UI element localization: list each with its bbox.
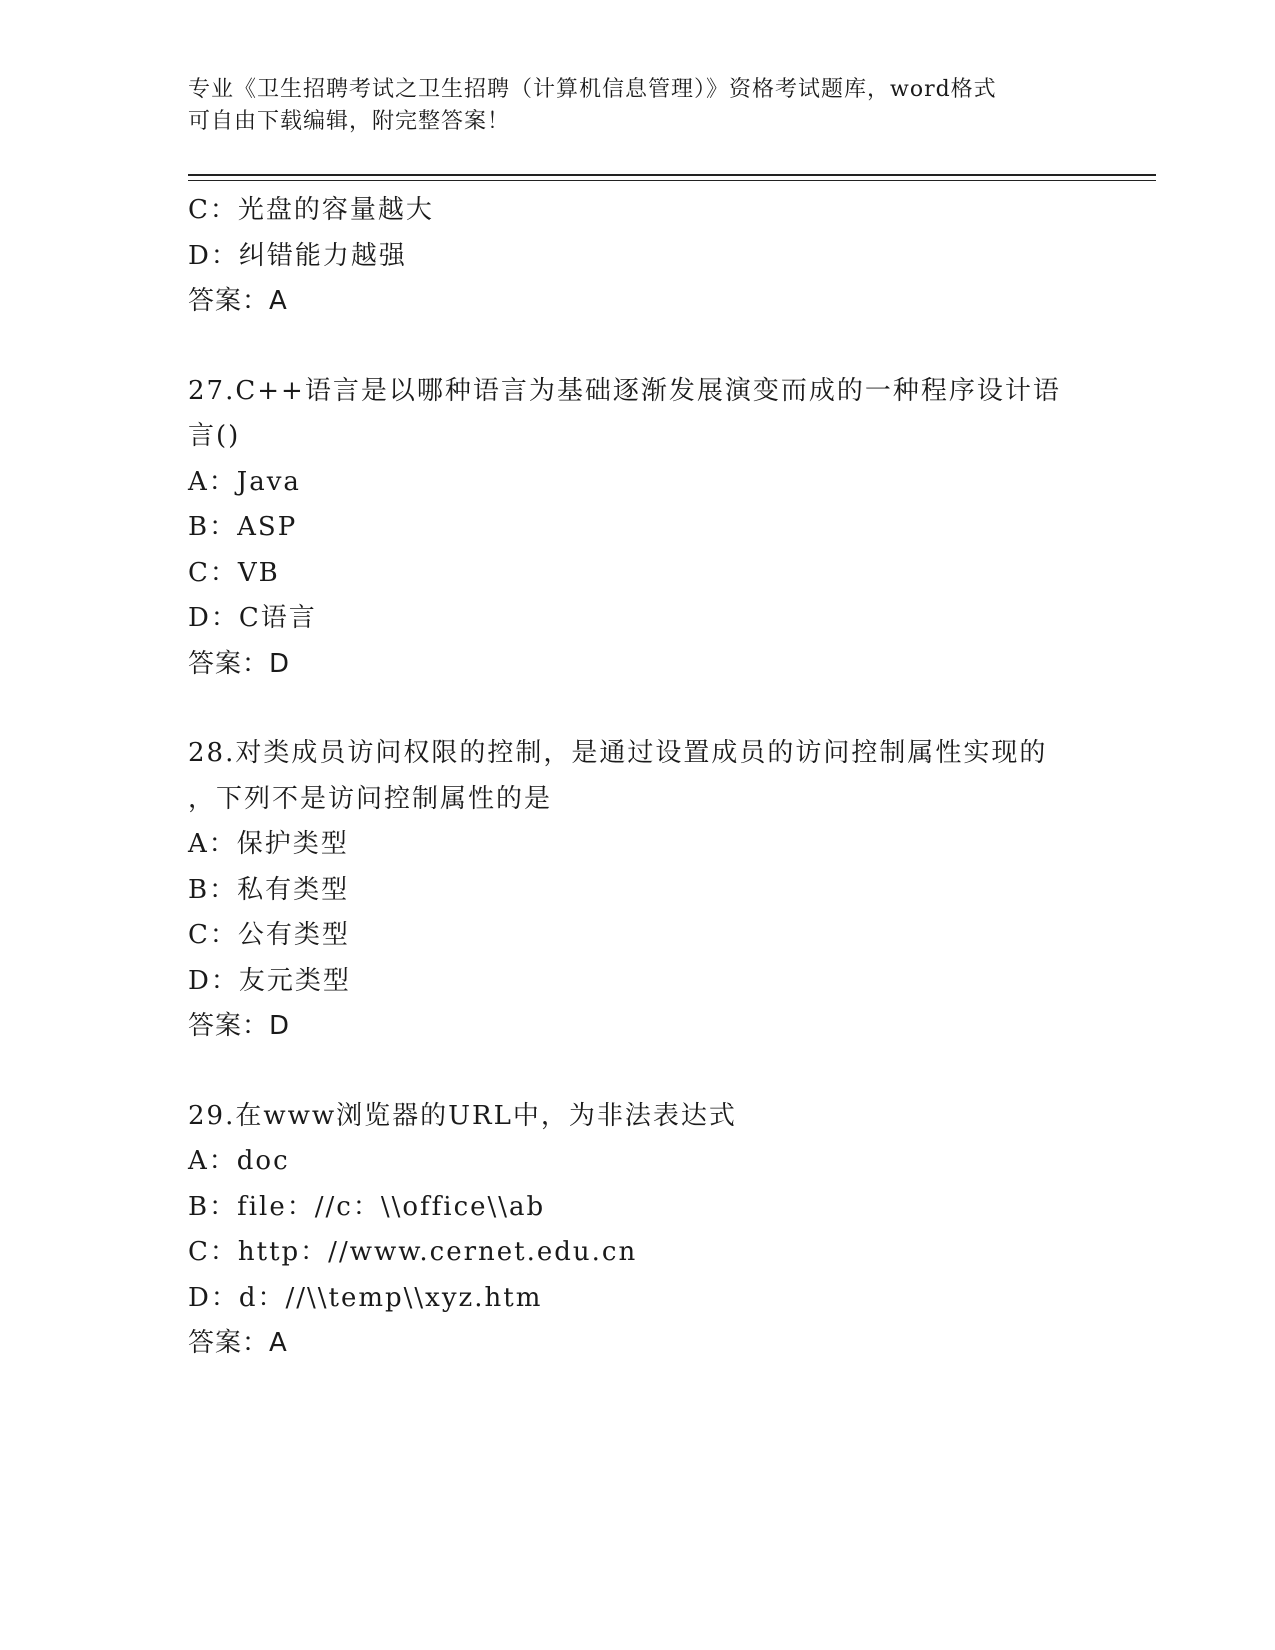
previous-question-tail [188,188,1088,325]
question-stem-continued: ，下列不是访问控制属性的是 [188,783,553,814]
header-line-2: 可自由下载编辑，附完整答案！ [188,109,511,134]
option-c: C：公有类型 [188,920,350,950]
option-d: D：C语言 [188,603,317,633]
option-c: C：http：//www.cernet.edu.cn [188,1237,638,1267]
document-header [188,74,1088,138]
option-a: A：doc [188,1146,290,1176]
option-d: D：d：//\\temp\\xyz.htm [188,1282,543,1313]
question-29 [188,1094,1088,1367]
answer-line: 答案：A [188,1328,288,1358]
option-d: D：纠错能力越强 [188,240,407,271]
option-a: A：Java [188,466,301,497]
option-d: D：友元类型 [188,965,351,996]
option-a: A：保护类型 [188,829,349,859]
question-stem: 29.在www浏览器的URL中，为非法表达式 [188,1100,737,1131]
answer-line: 答案：D [188,1011,291,1041]
answer-line: 答案：A [188,286,288,316]
option-c: C：光盘的容量越大 [188,195,434,225]
answer-line: 答案：D [188,648,291,679]
option-b: B：file：//c：\\office\\ab [188,1191,546,1222]
question-stem-continued: 言() [188,421,241,451]
option-b: B：私有类型 [188,874,350,905]
option-c: C：VB [188,557,280,588]
question-list [188,188,1088,1367]
option-b: B：ASP [188,512,298,542]
question-27 [188,369,1088,688]
question-stem: 27.C++语言是以哪种语言为基础逐渐发展演变而成的一种程序设计语 [188,375,1061,406]
header-line-1: 专业《卫生招聘考试之卫生招聘（计算机信息管理）》资格考试题库，word格式 [188,77,997,102]
header-divider-thin [188,180,1156,181]
header-divider-thick [188,174,1156,176]
question-stem: 28.对类成员访问权限的控制，是通过设置成员的访问控制属性实现的 [188,738,1048,768]
question-28 [188,731,1088,1050]
